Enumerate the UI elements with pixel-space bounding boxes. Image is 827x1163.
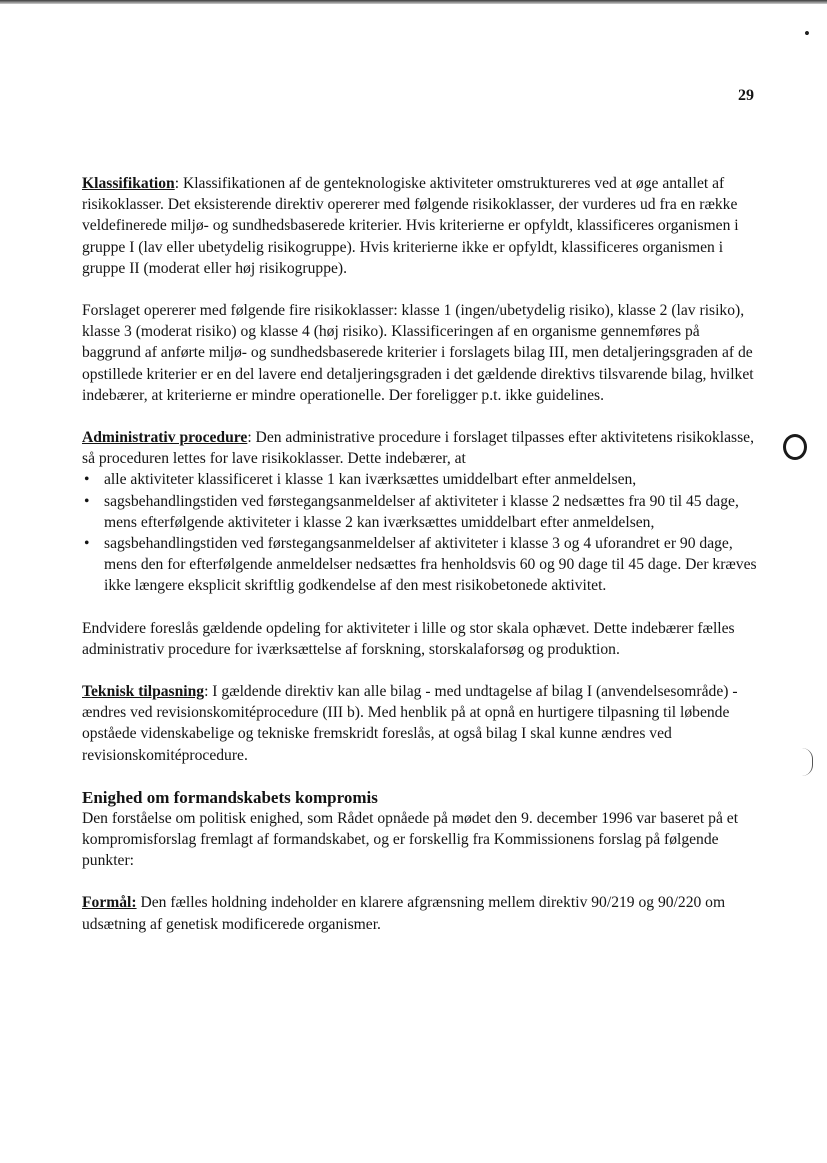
text-enighed: Den forståelse om politisk enighed, som Rådet opnåede på mødet den 9. december 1996 var baseret på et kompromisforslag fremlagt af formandskabet, og er forskellig fra Kommissionens forslag på følgende punkter: [82, 809, 739, 870]
section-enighed [82, 787, 762, 872]
list-item: • sagsbehandlingstiden ved førstegangsanmeldelser af aktiviteter i klasse 3 og 4 uforandret er 90 dage, mens den for efterfølgende anmeldelser nedsættes fra henholdsvis 60 og 90 dage til 45 dage. Der kræves ikke længere eksplicit skriftlig godkendelse af den mest risikobetonede aktivitet. [82, 533, 762, 597]
list-item: • alle aktiviteter klassificeret i klasse 1 kan iværksættes umiddelbart efter anmeldelsen, [82, 469, 762, 490]
bullet-list [82, 469, 762, 596]
text-formaal: Den fælles holdning indeholder en klarere afgrænsning mellem direktiv 90/219 og 90/220 om udsætning af genetisk modificerede organismer. [82, 894, 726, 933]
margin-dot: • [804, 24, 810, 43]
paragraph-formaal [82, 892, 762, 934]
lead-formaal: Formål: [82, 894, 137, 912]
paragraph-administrativ [82, 427, 762, 469]
text-administrativ: : Den administrative procedure i forslaget tilpasses efter aktivitetens risikoklasse, så proceduren lettes for lave risikoklasser. Dette indebærer, at [82, 429, 754, 468]
paragraph-endvidere [82, 618, 762, 660]
lead-administrativ: Administrativ procedure [82, 429, 248, 447]
paragraph-teknisk [82, 681, 762, 766]
section-heading: Enighed om formandskabets kompromis [82, 787, 378, 807]
document-body [82, 173, 762, 956]
margin-circle-mark [783, 434, 807, 460]
text-forslaget: Forslaget opererer med følgende fire risikoklasser: klasse 1 (ingen/ubetydelig risiko), klasse 2 (lav risiko), klasse 3 (moderat risiko) og klasse 4 (høj risiko). Klassificeringen af en organisme gennemføres på baggrund af anførte miljø- og sundhedsbaserede kriterier i forslagets bilag III, men detaljeringsgraden af de opstillede kriterier er en del lavere end detaljeringsgraden i det gældende direktivs tilsvarende bilag, hvilket indebærer, at kriterierne er mindre operationelle. Der foreligger p.t. ikke guidelines. [82, 302, 754, 404]
paragraph-forslaget [82, 300, 762, 406]
section-administrativ [82, 427, 762, 597]
text-teknisk: : I gældende direktiv kan alle bilag - med undtagelse af bilag I (anvendelsesområde) - ændres ved revisionskomitéprocedure (III b). Med henblik på at opnå en hurtigere tilpasning til løbende opståede videnskabelige og tekniske fremskridt foreslås, at også bilag I skal kunne ændres ved revisionskomitéprocedure. [82, 683, 738, 764]
text-klassifikation: : Klassifikationen af de genteknologiske aktiviteter omstruktureres ved at øge antallet af risikoklasser. Det eksisterende direktiv opererer med følgende risikoklasser, der vurderes ud fra en række veldefinerede miljø- og sundhedsbaserede kriterier. Hvis kriterierne er opfyldt, klassificeres organismen i gruppe I (lav eller ubetydelig risikogruppe). Hvis kriterierne ikke er opfyldt, klassificeres organismen i gruppe II (moderat eller høj risikogruppe). [82, 175, 739, 277]
paragraph-klassifikation [82, 173, 762, 279]
margin-paren-mark [802, 748, 813, 776]
list-item: • sagsbehandlingstiden ved førstegangsanmeldelser af aktiviteter i klasse 2 nedsættes fra 90 til 45 dage, mens efterfølgende aktiviteter i klasse 2 kan iværksættes umiddelbart efter anmeldelsen, [82, 491, 762, 533]
lead-teknisk: Teknisk tilpasning [82, 683, 205, 701]
text-endvidere: Endvidere foreslås gældende opdeling for aktiviteter i lille og stor skala ophævet. Dette indebærer fælles administrativ procedure for iværksættelse af forskning, storskalaforsøg og produktion. [82, 619, 735, 658]
scan-top-edge [0, 0, 827, 4]
lead-klassifikation: Klassifikation [82, 175, 175, 192]
page-number: 29 [738, 87, 754, 104]
